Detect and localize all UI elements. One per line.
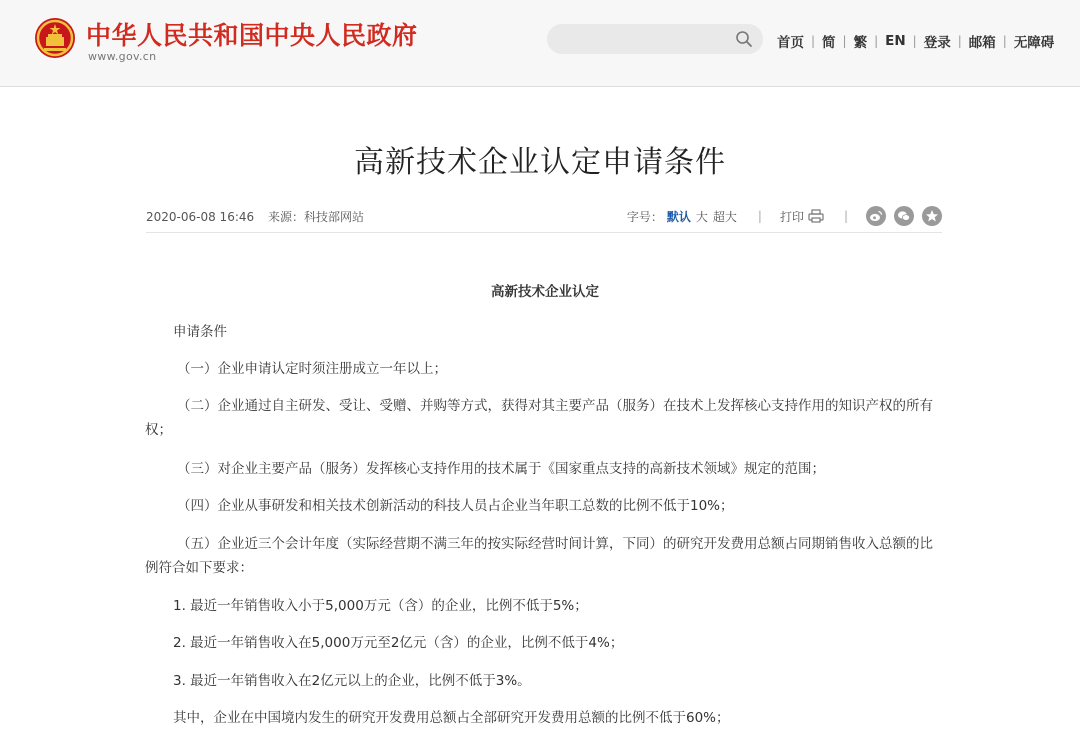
site-name[interactable]: 中华人民共和国中央人民政府 (86, 21, 418, 50)
source-value: 科技部网站 (303, 210, 364, 224)
paragraph: （一）企业申请认定时须注册成立一年以上； (177, 361, 447, 377)
wechat-icon[interactable] (894, 206, 914, 226)
nav-english[interactable]: EN (885, 33, 906, 49)
font-size-label: 字号： (626, 209, 663, 224)
printer-icon (808, 209, 824, 223)
meta-divider (146, 232, 942, 233)
source-label: 来源： (267, 210, 304, 224)
font-size-large[interactable]: 大 (695, 209, 708, 224)
article-meta: 2020-06-08 16:46 来源：科技部网站 字号： 默认 大 超大 | 打印 | (146, 206, 942, 226)
font-size-xlarge[interactable]: 超大 (712, 209, 737, 224)
nav-accessibility[interactable]: 无障碍 (1013, 35, 1055, 51)
article-body (145, 282, 945, 726)
font-size-default[interactable]: 默认 (666, 209, 691, 224)
paragraph: （三）对企业主要产品（服务）发挥核心支持作用的技术属于《国家重点支持的高新技术领域》规定的范围； (177, 461, 825, 477)
print-label: 打印 (779, 209, 804, 224)
paragraph: 3. 最近一年销售收入在2亿元以上的企业，比例不低于3%。 (173, 673, 531, 689)
paragraph: 1. 最近一年销售收入小于5,000万元（含）的企业，比例不低于5%； (173, 598, 588, 614)
nav-simplified[interactable]: 简 (822, 35, 836, 51)
paragraph: 其中，企业在中国境内发生的研究开发费用总额占全部研究开发费用总额的比例不低于60%； (173, 710, 730, 726)
search-input[interactable] (547, 24, 763, 54)
nav-traditional[interactable]: 繁 (853, 35, 868, 51)
article-subtitle: 高新技术企业认定 (491, 284, 599, 300)
nav-mail[interactable]: 邮箱 (968, 35, 996, 51)
print-button[interactable] (780, 208, 824, 225)
favorite-icon[interactable] (922, 206, 942, 226)
publish-date: 2020-06-08 16:46 (146, 210, 255, 224)
paragraph: 申请条件 (173, 324, 227, 340)
national-emblem-icon[interactable] (34, 17, 76, 59)
site-header (0, 0, 1080, 87)
nav-home[interactable]: 首页 (777, 35, 804, 51)
weibo-icon[interactable] (866, 206, 886, 226)
nav-login[interactable]: 登录 (923, 35, 951, 51)
article-title: 高新技术企业认定申请条件 (354, 145, 726, 180)
paragraph: （四）企业从事研发和相关技术创新活动的科技人员占企业当年职工总数的比例不低于10%； (177, 498, 734, 514)
site-url: www.gov.cn (88, 50, 157, 63)
paragraph: 2. 最近一年销售收入在5,000万元至2亿元（含）的企业，比例不低于4%； (173, 635, 624, 651)
paragraph: （五）企业近三个会计年度（实际经营期不满三年的按实际经营时间计算，下同）的研究开发费用总额占同期销售收入总额的比例符合如下要求： (145, 536, 933, 576)
search-icon[interactable] (735, 30, 753, 48)
top-nav: 首页 | 简 | 繁 | EN | 登录 | 邮箱 | 无障碍 (777, 33, 1055, 51)
paragraph: （二）企业通过自主研发、受让、受赠、并购等方式，获得对其主要产品（服务）在技术上发挥核心支持作用的知识产权的所有权； (145, 398, 933, 438)
